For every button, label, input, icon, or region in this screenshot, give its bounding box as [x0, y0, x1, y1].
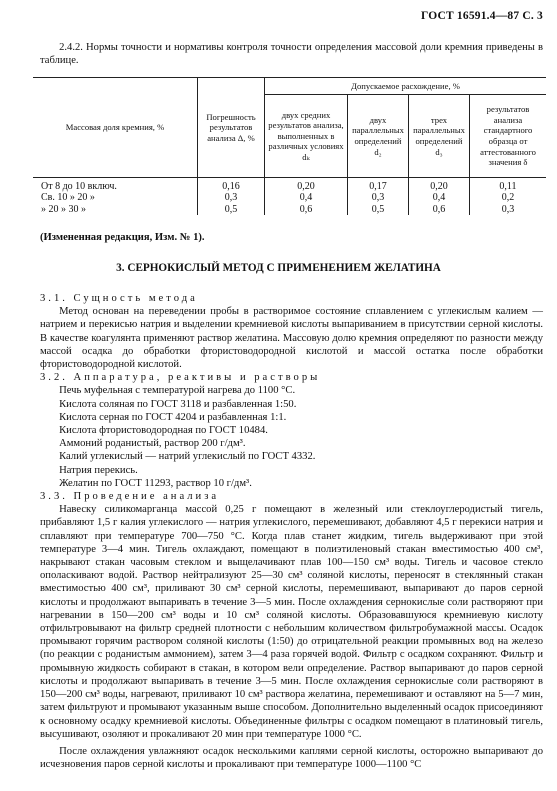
page-header: ГОСТ 16591.4—87 С. 3 [420, 10, 543, 22]
section-body [40, 292, 543, 771]
value-cell: 0,6 [299, 203, 313, 215]
equipment-item: Аммоний роданистый, раствор 200 г/дм³. [59, 438, 246, 450]
amendment-note: (Измененная редакция, Изм. № 1). [40, 232, 205, 243]
dk-values [265, 178, 348, 216]
value-cell: 0,20 [297, 181, 315, 192]
col-header-error: Погрешность результатов анализа Δ, % [198, 78, 265, 178]
value-cell: 0,4 [299, 192, 313, 204]
error-values [198, 178, 265, 216]
equipment-item: Калий углекислый — натрий углекислый по ГОСТ 4332. [59, 451, 316, 463]
col-header-dk: двух средних результатов анализа, выполненных в различных условиях dₖ [265, 95, 348, 178]
range-cell: » 20 » 30 » [41, 203, 86, 215]
procedure-text: Навеску силикомарганца массой 0,25 г помещают в железный или стеклоуглеродистый тигель, прибавляют 1,5 г калия углекислого — натрия углекислого, перемешивают, добавляют 4,5 г перекиси натрия и сплавляют при температуре 700—750 °С. Когда плав станет жидким, тигель выдерживают при этой температуре 3—4 мин. Тигель охлаждают, помещают в полиэтиленовый стакан вместимостью 400 см³, накрывают стакан часовым стеклом и выщелачивают плав 100—150 см³ воды. Тигель и часовое стекло ополаскивают водой. Раствор нейтрализуют 25—30 см³ соляной кислоты, переносят в стеклянный стакан вместимостью 400 см³, приливают 30 см³ серной кислоты, перемешивают, выпаривают до паров серной кислоты и продолжают выпаривать в течение 3—5 мин. После охлаждения сернокислые соли растворяют при нагревании в 150—200 см³ воды и 10 см³ соляной кислоты. Образовавшуюся кремниевую кислоту отфильтровывают на фильтр средней плотности с небольшим количеством фильтробумажной массы. Осадок промывают горячим раствором соляной кислоты (1:50) до отрицательной реакции промывных вод на железо (по реакции с роданистым аммонием), затем 3—4 раза горячей водой. Фильтр с осадком сохраняют. Фильтр и промывную жидкость собирают в стакан, в котором вели определение. Раствор выпаривают до паров серной кислоты и продолжают выпаривать в течение 3—5 мин. После охлаждения сернокислые соли растворяют в 150—200 см³ воды, нагревают, приливают 10 см³ раствора желатина, перемешивают и оставляют на 5—7 мин, затем фильтруют и промывают указанным выше способом. Дополнительно выделенный осадок присоединяют к основному осадку кремниевой кислоты. Объединенные фильтры с осадком помещают в платиновый тигель, высушивают, озоляют и прокаливают 20 мин при температуре 1000 °С. [40, 504, 543, 740]
equipment-item: Натрия перекись. [59, 464, 138, 476]
value-cell: 0,6 [432, 203, 446, 215]
col-header-d3: трех параллельных определений d₃ [409, 95, 470, 178]
subsection-heading-3-2: 3.2. Аппаратура, реактивы и растворы [40, 372, 321, 384]
col-header-delta: результатов анализа стандартного образца от аттестованного значения δ [470, 95, 547, 178]
equipment-item: Кислота соляная по ГОСТ 3118 и разбавленная 1:50. [59, 398, 297, 410]
col-header-mass-fraction: Массовая доля кремния, % [33, 78, 198, 178]
d3-values [409, 178, 470, 216]
value-cell: 0,4 [432, 192, 446, 204]
col-header-d2: двух параллельных определений d₂ [348, 95, 409, 178]
value-cell: 0,16 [222, 181, 240, 192]
equipment-item: Печь муфельная с температурой нагрева до 1100 °С. [59, 385, 296, 397]
equipment-item: Кислота фтористоводородная по ГОСТ 10484. [59, 425, 268, 437]
accuracy-table [33, 77, 546, 215]
method-essence-text: Метод основан на переведении пробы в растворимое состояние сплавлением с углекислым калием — натрием и перекисью натрия и выделении кремниевой кислоты выпариванием в присутствии серной кислоты. В качестве коагулянта применяют раствор желатина. Массовую долю кремния определяют по разности между массой осадка до обработки фтористоводородной кислотой и массой остатка после обработки фтористоводородной кислотой. [40, 306, 543, 371]
value-cell: 0,5 [224, 203, 238, 215]
table-row [33, 178, 198, 216]
value-cell: 0,5 [371, 203, 385, 215]
delta-values [470, 178, 547, 216]
value-cell: 0,3 [224, 192, 238, 204]
equipment-item: Кислота серная по ГОСТ 4204 и разбавленная 1:1. [59, 411, 287, 423]
value-cell: 0,2 [501, 192, 515, 204]
procedure-continued-text: После охлаждения увлажняют осадок несколькими каплями серной кислоты, осторожно выпаривают до исчезновения паров серной кислоты и прокаливают при температуре 1000—1100 °С [40, 745, 543, 771]
subsection-heading-3-1: 3.1. Сущность метода [40, 293, 198, 304]
value-cell: 0,11 [499, 181, 517, 192]
value-cell: 0,3 [371, 192, 385, 204]
col-header-allowed-discrepancy: Допускаемое расхождение, % [265, 78, 547, 95]
section-title: 3. СЕРНОКИСЛЫЙ МЕТОД С ПРИМЕНЕНИЕМ ЖЕЛАТИНА [116, 262, 441, 274]
value-cell: 0,3 [501, 203, 515, 215]
subsection-heading-3-3: 3.3. Проведение анализа [40, 491, 220, 503]
range-cell: Св. 10 » 20 » [41, 192, 95, 204]
intro-paragraph: 2.4.2. Нормы точности и нормативы контроля точности определения массовой доли кремния приведены в таблице. [40, 42, 543, 67]
d2-values [348, 178, 409, 216]
value-cell: 0,17 [369, 181, 387, 192]
range-cell: От 8 до 10 включ. [41, 181, 117, 192]
value-cell: 0,20 [430, 181, 448, 192]
equipment-item: Желатин по ГОСТ 11293, раствор 10 г/дм³. [59, 477, 252, 489]
